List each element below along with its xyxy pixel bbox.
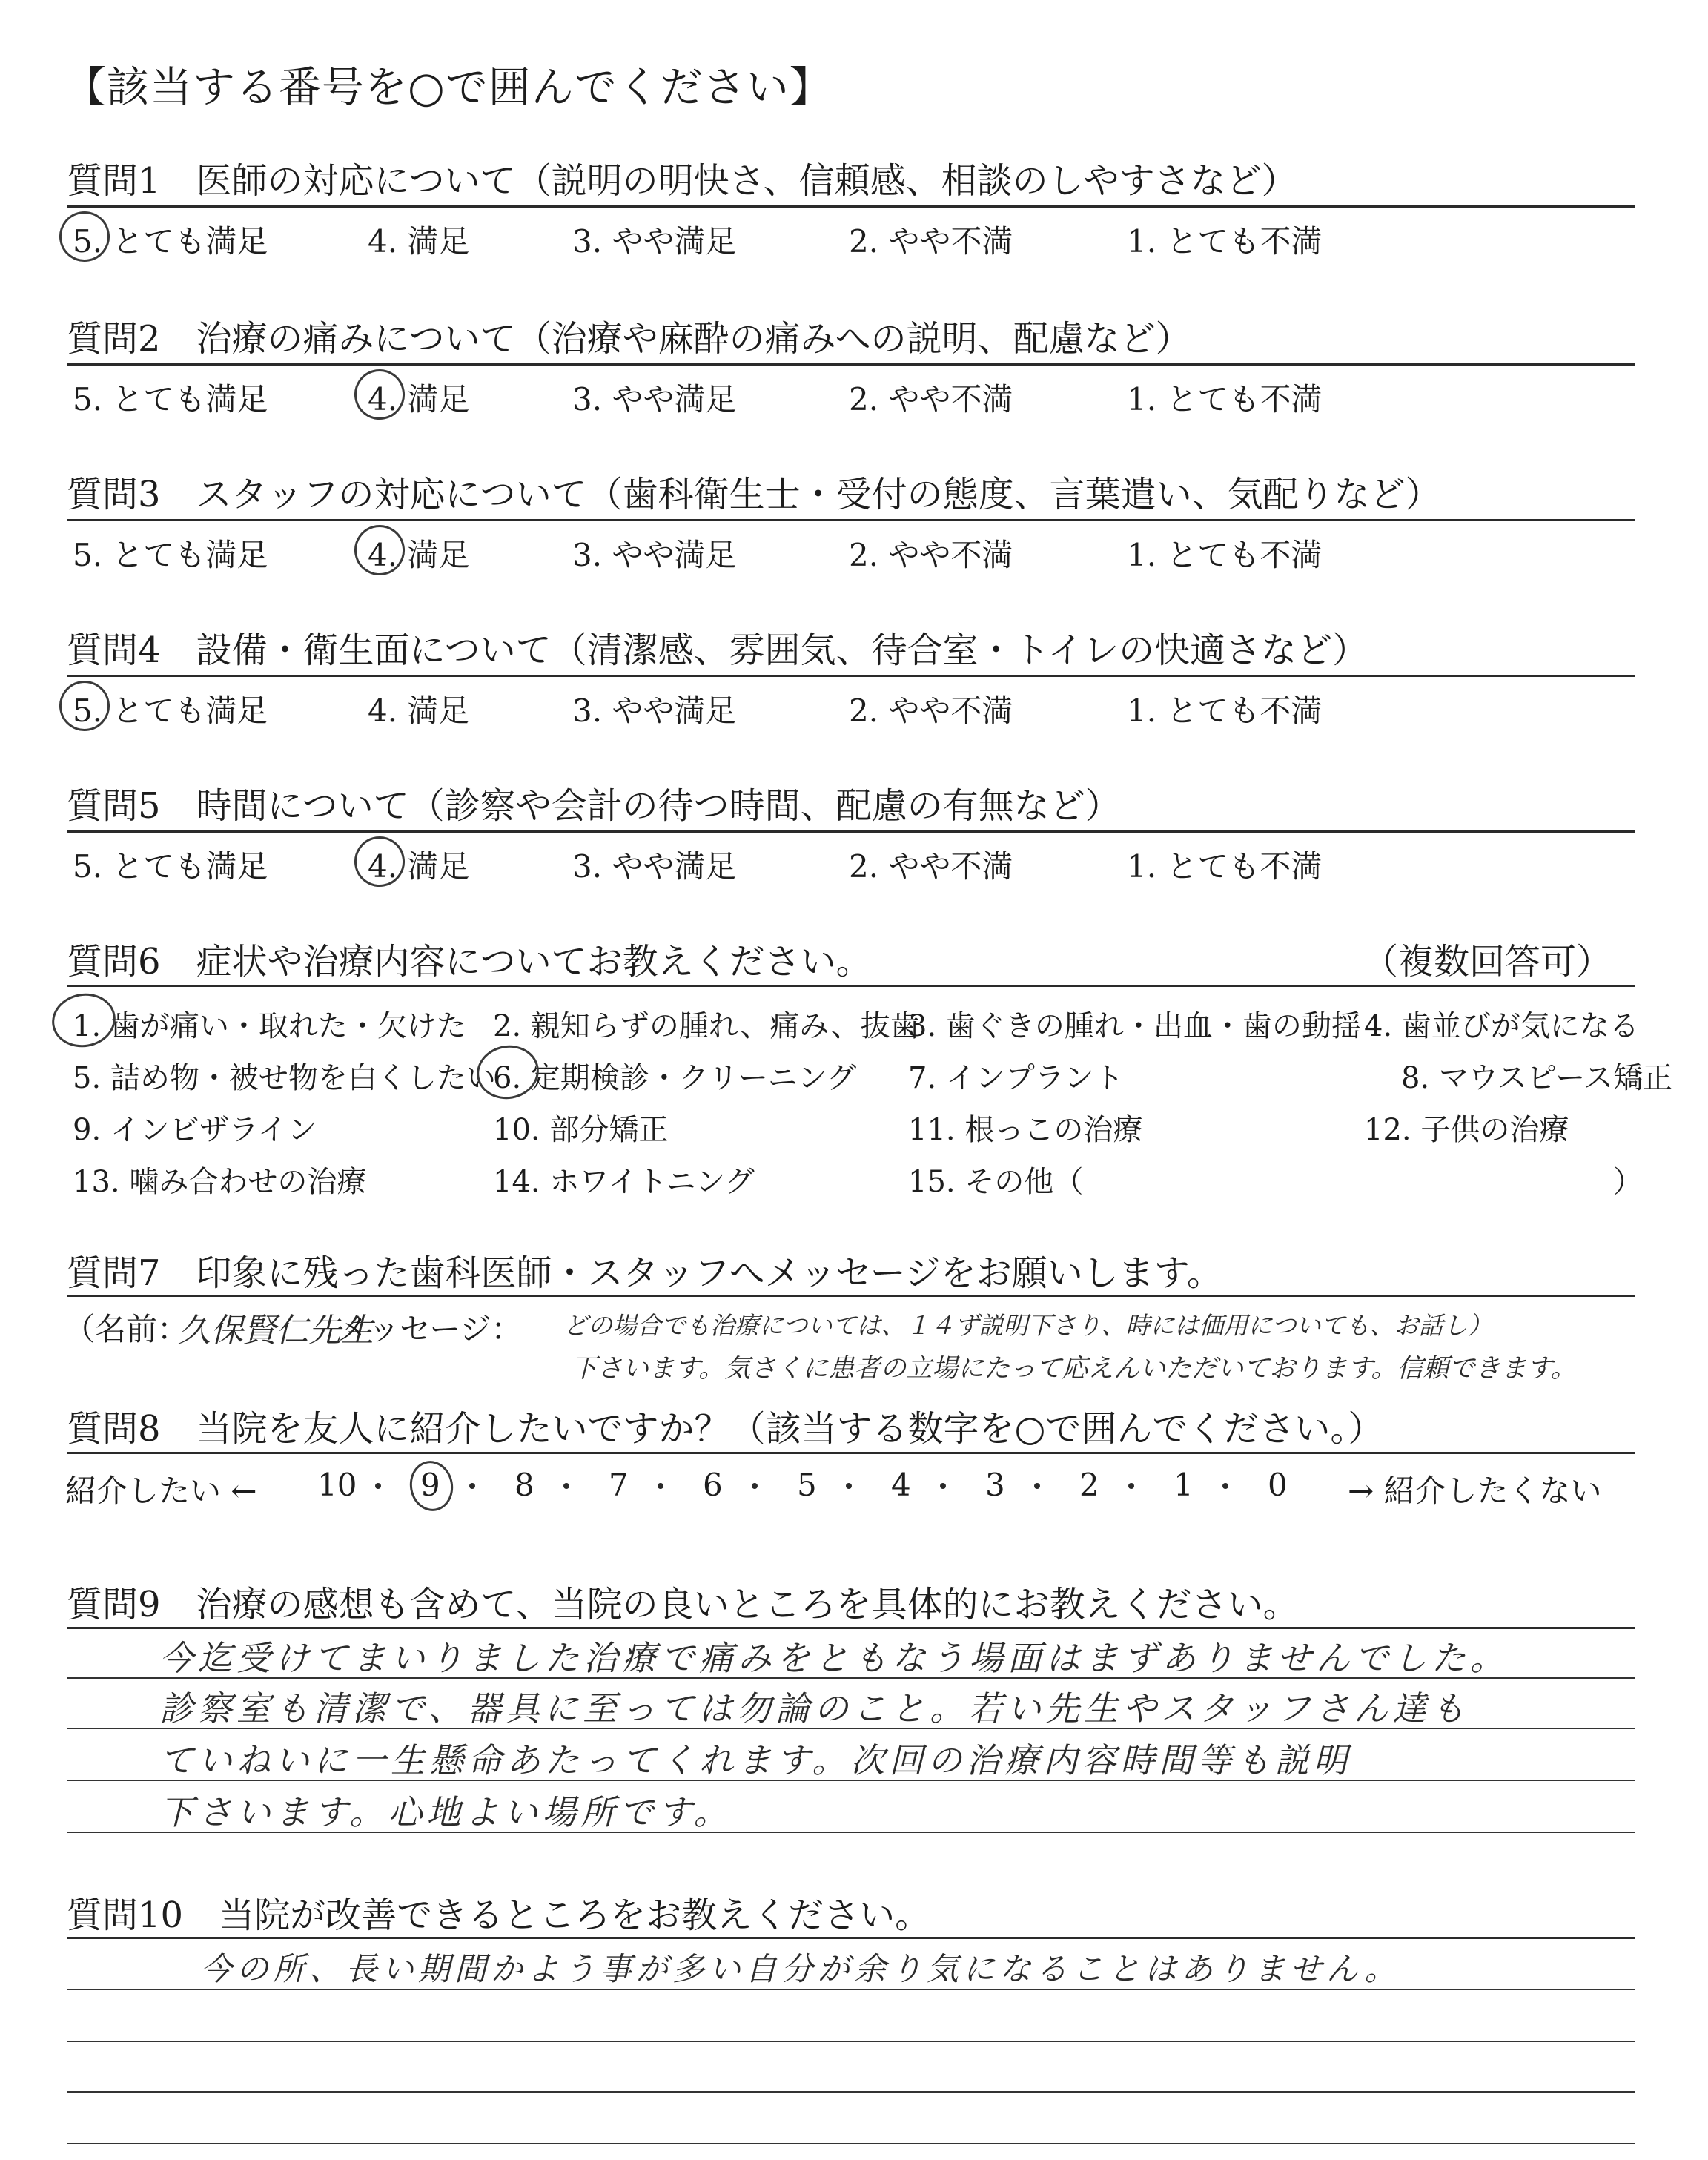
q3-option-5[interactable]: 5. とても満足	[73, 537, 268, 573]
q4-option-3[interactable]: 3. やや満足	[572, 693, 737, 729]
q8-separator-dot	[940, 1483, 946, 1489]
q4-option-5[interactable]: 5. とても満足	[73, 693, 268, 729]
q9-answer-line-3[interactable]: ていねいに一生懸命あたってくれます。次回の治療内容時間等も説明	[159, 1740, 1352, 1780]
q8-selected-circle	[406, 1457, 457, 1514]
q2-option-3[interactable]: 3. やや満足	[572, 381, 737, 417]
q6-option-2[interactable]: 2. 親知らずの腫れ、痛み、抜歯	[493, 1009, 920, 1043]
q1-rule	[67, 205, 1635, 208]
q8-number-2[interactable]: 2	[1079, 1467, 1099, 1503]
q8-separator-dot	[752, 1483, 758, 1489]
q10-writing-line-4	[67, 2143, 1635, 2144]
q8-separator-dot	[846, 1483, 852, 1489]
q1-option-4[interactable]: 4. 満足	[368, 223, 470, 260]
q8-number-9[interactable]: 9	[420, 1467, 440, 1503]
q5-option-5[interactable]: 5. とても満足	[73, 848, 268, 885]
q8-number-1[interactable]: 1	[1174, 1467, 1194, 1503]
q6-option-3[interactable]: 3. 歯ぐきの腫れ・出血・歯の動揺	[908, 1009, 1361, 1043]
q3-rule	[67, 519, 1635, 521]
q9-rule	[67, 1627, 1635, 1629]
q6-option-6[interactable]: 6. 定期検診・クリーニング	[493, 1061, 857, 1095]
q2-option-5[interactable]: 5. とても満足	[73, 381, 268, 417]
q3-option-2[interactable]: 2. やや不満	[849, 537, 1013, 573]
q2-option-2[interactable]: 2. やや不満	[849, 381, 1013, 417]
q6-option-4[interactable]: 4. 歯並びが気になる	[1364, 1009, 1639, 1043]
q10-writing-line-2	[67, 2041, 1635, 2042]
q3-option-4[interactable]: 4. 満足	[368, 537, 470, 573]
q10-answer-line-1[interactable]: 今の所、長い期間かよう事が多い自分が余り気になることはありません。	[200, 1951, 1401, 1988]
q8-number-8[interactable]: 8	[514, 1467, 534, 1503]
q10-writing-line-3	[67, 2091, 1635, 2093]
q8-separator-dot	[1222, 1483, 1228, 1489]
q7-name-label: （名前：	[64, 1311, 189, 1347]
q6-note: （複数回答可）	[1363, 941, 1612, 982]
q4-option-1[interactable]: 1. とても不満	[1127, 693, 1323, 729]
q10-rule	[67, 1937, 1635, 1939]
q8-separator-dot	[1034, 1483, 1040, 1489]
q6-rule	[67, 985, 1635, 987]
q1-title: 質問1 医師の対応について（説明の明快さ、信頼感、相談のしやすさなど）	[67, 160, 1297, 202]
q8-left-label: 紹介したい ←	[65, 1473, 257, 1509]
q5-option-1[interactable]: 1. とても不満	[1127, 848, 1323, 885]
q8-number-10[interactable]: 10	[317, 1467, 357, 1503]
q6-option-9[interactable]: 9. インビザライン	[73, 1113, 317, 1147]
q6-option-1[interactable]: 1. 歯が痛い・取れた・欠けた	[73, 1009, 466, 1043]
q8-number-5[interactable]: 5	[797, 1467, 817, 1503]
q7-message-line-1[interactable]: どの場合でも治療については、１４ず説明下さり、時には価用についても、お話し）	[563, 1311, 1492, 1340]
q2-title: 質問2 治療の痛みについて（治療や麻酔の痛みへの説明、配慮など）	[67, 318, 1191, 360]
q5-rule	[67, 830, 1635, 833]
q8-number-4[interactable]: 4	[891, 1467, 911, 1503]
q1-option-3[interactable]: 3. やや満足	[572, 223, 737, 260]
form-header: 【該当する番号を○で囲んでください】	[64, 63, 833, 112]
q5-option-2[interactable]: 2. やや不満	[849, 848, 1013, 885]
q5-title: 質問5 時間について（診察や会計の待つ時間、配慮の有無など）	[67, 785, 1121, 827]
q7-rule	[67, 1295, 1635, 1297]
q8-title: 質問8 当院を友人に紹介したいですか？（該当する数字を○で囲んでください。）	[67, 1408, 1384, 1450]
q4-option-4[interactable]: 4. 満足	[368, 693, 470, 729]
q8-number-0[interactable]: 0	[1268, 1467, 1288, 1503]
q6-option-15[interactable]: 15. その他（	[908, 1165, 1084, 1199]
q4-option-2[interactable]: 2. やや不満	[849, 693, 1013, 729]
q8-rule	[67, 1452, 1635, 1454]
q8-separator-dot	[563, 1483, 569, 1489]
q6-option-7[interactable]: 7. インプラント	[908, 1061, 1124, 1095]
q6-option-8[interactable]: 8. マウスピース矯正	[1401, 1061, 1673, 1095]
q7-name-value[interactable]: 久保賢仁先生	[178, 1312, 374, 1350]
q7-title: 質問7 印象に残った歯科医師・スタッフへメッセージをお願いします。	[67, 1252, 1222, 1294]
q8-right-label: → 紹介したくない	[1348, 1473, 1602, 1509]
q7-message-label: メッセージ：	[337, 1311, 523, 1347]
q4-title: 質問4 設備・衛生面について（清潔感、雰囲気、待合室・トイレの快適さなど）	[67, 630, 1368, 671]
q3-option-3[interactable]: 3. やや満足	[572, 537, 737, 573]
q8-number-7[interactable]: 7	[609, 1467, 629, 1503]
q8-separator-dot	[658, 1483, 663, 1489]
q9-answer-line-4[interactable]: 下さいます。心地よい場所です。	[159, 1792, 732, 1832]
q8-separator-dot	[469, 1483, 475, 1489]
q8-separator-dot	[1128, 1483, 1134, 1489]
q3-option-1[interactable]: 1. とても不満	[1127, 537, 1323, 573]
q6-option-12[interactable]: 12. 子供の治療	[1364, 1113, 1569, 1147]
q3-title: 質問3 スタッフの対応について（歯科衛生士・受付の態度、言葉遣い、気配りなど）	[67, 474, 1441, 515]
q6-option-14[interactable]: 14. ホワイトニング	[493, 1165, 755, 1199]
q5-option-3[interactable]: 3. やや満足	[572, 848, 737, 885]
q6-option-10[interactable]: 10. 部分矯正	[493, 1113, 669, 1147]
q8-separator-dot	[375, 1483, 381, 1489]
q1-option-2[interactable]: 2. やや不満	[849, 223, 1013, 260]
q6-other-close: ）	[1613, 1165, 1643, 1199]
q1-option-5[interactable]: 5. とても満足	[73, 223, 268, 260]
q2-option-4[interactable]: 4. 満足	[368, 381, 470, 417]
q9-title: 質問9 治療の感想も含めて、当院の良いところを具体的にお教えください。	[67, 1584, 1299, 1625]
q9-answer-line-1[interactable]: 今迄受けてまいりました治療で痛みをともなう場面はまずありませんでした。	[159, 1638, 1509, 1678]
q6-option-5[interactable]: 5. 詰め物・被せ物を白くしたい	[73, 1061, 496, 1095]
q10-title: 質問10 当院が改善できるところをお教えください。	[67, 1895, 931, 1936]
q1-option-1[interactable]: 1. とても不満	[1127, 223, 1323, 260]
q2-option-1[interactable]: 1. とても不満	[1127, 381, 1323, 417]
q5-option-4[interactable]: 4. 満足	[368, 848, 470, 885]
q6-option-11[interactable]: 11. 根っこの治療	[908, 1113, 1143, 1147]
q6-option-13[interactable]: 13. 噛み合わせの治療	[73, 1165, 367, 1199]
q6-title: 質問6 症状や治療内容についてお教えください。	[67, 941, 872, 982]
q9-answer-line-2[interactable]: 診察室も清潔で、器具に至っては勿論のこと。若い先生やスタッフさん達も	[159, 1688, 1470, 1728]
q8-number-6[interactable]: 6	[703, 1467, 723, 1503]
q7-message-line-2[interactable]: 下さいます。気さくに患者の立場にたって応えんいただいております。信頼できます。	[571, 1354, 1577, 1384]
q2-rule	[67, 363, 1635, 366]
q4-rule	[67, 675, 1635, 677]
q8-number-3[interactable]: 3	[985, 1467, 1005, 1503]
